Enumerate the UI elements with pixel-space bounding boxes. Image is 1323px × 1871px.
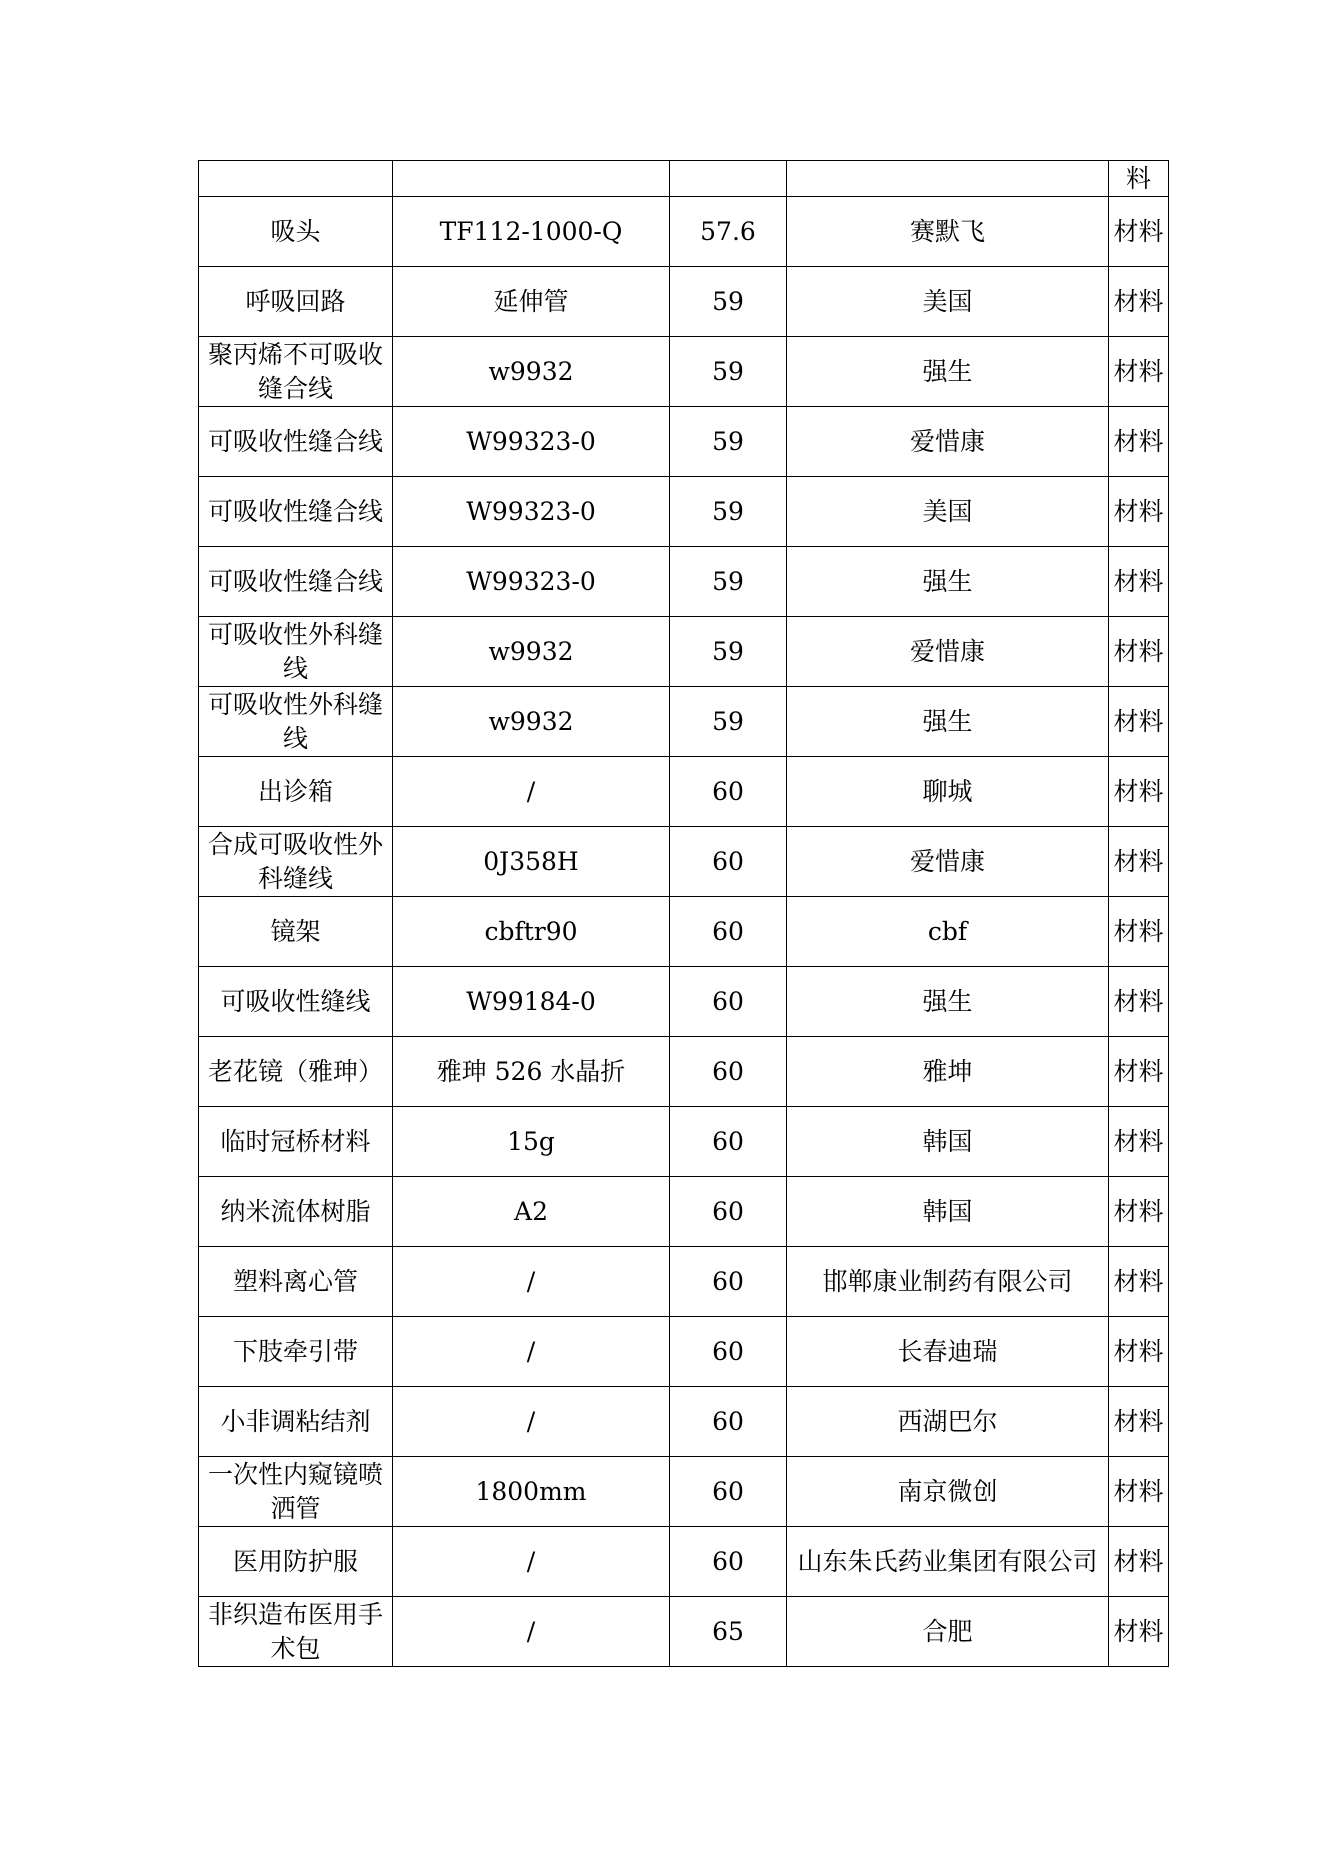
table-row — [199, 547, 1169, 617]
cell-origin — [787, 161, 1109, 197]
table-row — [199, 1527, 1169, 1597]
cell-category: 材料 — [1109, 1317, 1169, 1387]
cell-category: 材料 — [1109, 337, 1169, 407]
cell-category: 材料 — [1109, 1107, 1169, 1177]
table-row — [199, 1317, 1169, 1387]
cell-price: 60 — [670, 897, 787, 967]
cell-category: 材料 — [1109, 617, 1169, 687]
cell-name: 医用防护服 — [199, 1527, 393, 1597]
cell-name: 临时冠桥材料 — [199, 1107, 393, 1177]
table-row — [199, 1457, 1169, 1527]
cell-name: 纳米流体树脂 — [199, 1177, 393, 1247]
cell-category: 材料 — [1109, 407, 1169, 477]
cell-model: w9932 — [393, 617, 670, 687]
cell-price: 57.6 — [670, 197, 787, 267]
cell-price: 60 — [670, 1457, 787, 1527]
cell-category: 材料 — [1109, 967, 1169, 1037]
cell-origin: 爱惜康 — [787, 827, 1109, 897]
cell-origin: 南京微创 — [787, 1457, 1109, 1527]
cell-model: / — [393, 1597, 670, 1667]
cell-price: 60 — [670, 967, 787, 1037]
table-row — [199, 757, 1169, 827]
cell-category: 料 — [1109, 161, 1169, 197]
cell-category: 材料 — [1109, 897, 1169, 967]
table-row — [199, 267, 1169, 337]
table-row — [199, 687, 1169, 757]
cell-price: 59 — [670, 407, 787, 477]
cell-origin: 强生 — [787, 337, 1109, 407]
cell-name: 塑料离心管 — [199, 1247, 393, 1317]
cell-category: 材料 — [1109, 757, 1169, 827]
cell-origin: 赛默飞 — [787, 197, 1109, 267]
cell-model: 雅珅 526 水晶折 — [393, 1037, 670, 1107]
table-row — [199, 897, 1169, 967]
cell-name: 呼吸回路 — [199, 267, 393, 337]
table-row — [199, 161, 1169, 197]
cell-name: 可吸收性缝合线 — [199, 407, 393, 477]
cell-origin: 强生 — [787, 547, 1109, 617]
cell-origin: 山东朱氏药业集团有限公司 — [787, 1527, 1109, 1597]
cell-model: A2 — [393, 1177, 670, 1247]
cell-model: 1800mm — [393, 1457, 670, 1527]
cell-model: w9932 — [393, 687, 670, 757]
cell-category: 材料 — [1109, 1527, 1169, 1597]
cell-price: 65 — [670, 1597, 787, 1667]
cell-model: / — [393, 757, 670, 827]
cell-price: 60 — [670, 1177, 787, 1247]
cell-price: 60 — [670, 1317, 787, 1387]
table-row — [199, 617, 1169, 687]
cell-name: 下肢牵引带 — [199, 1317, 393, 1387]
cell-origin: cbf — [787, 897, 1109, 967]
cell-model: W99323-0 — [393, 477, 670, 547]
cell-model: 0J358H — [393, 827, 670, 897]
table-row — [199, 407, 1169, 477]
cell-category: 材料 — [1109, 1457, 1169, 1527]
cell-price: 60 — [670, 1037, 787, 1107]
cell-name: 小非调粘结剂 — [199, 1387, 393, 1457]
cell-origin: 西湖巴尔 — [787, 1387, 1109, 1457]
cell-price: 60 — [670, 827, 787, 897]
cell-model: W99323-0 — [393, 547, 670, 617]
cell-category: 材料 — [1109, 1037, 1169, 1107]
cell-name: 可吸收性缝合线 — [199, 477, 393, 547]
cell-name: 可吸收性外科缝线 — [199, 617, 393, 687]
cell-name: 可吸收性外科缝线 — [199, 687, 393, 757]
cell-category: 材料 — [1109, 267, 1169, 337]
cell-price: 59 — [670, 617, 787, 687]
materials-table-body — [199, 161, 1169, 1667]
cell-model: / — [393, 1247, 670, 1317]
cell-price: 59 — [670, 547, 787, 617]
cell-category: 材料 — [1109, 687, 1169, 757]
cell-origin: 美国 — [787, 267, 1109, 337]
table-row — [199, 197, 1169, 267]
cell-model: W99323-0 — [393, 407, 670, 477]
cell-name: 一次性内窥镜喷洒管 — [199, 1457, 393, 1527]
cell-origin: 聊城 — [787, 757, 1109, 827]
cell-price: 60 — [670, 1107, 787, 1177]
table-row — [199, 1107, 1169, 1177]
cell-model: / — [393, 1317, 670, 1387]
cell-origin: 强生 — [787, 967, 1109, 1037]
table-row — [199, 477, 1169, 547]
cell-origin: 合肥 — [787, 1597, 1109, 1667]
cell-model: 15g — [393, 1107, 670, 1177]
materials-table — [198, 160, 1169, 1667]
table-row — [199, 337, 1169, 407]
cell-origin: 韩国 — [787, 1107, 1109, 1177]
cell-price: 60 — [670, 1387, 787, 1457]
cell-price: 60 — [670, 757, 787, 827]
cell-price: 60 — [670, 1527, 787, 1597]
cell-category: 材料 — [1109, 477, 1169, 547]
table-row — [199, 1597, 1169, 1667]
cell-name: 出诊箱 — [199, 757, 393, 827]
table-row — [199, 827, 1169, 897]
cell-category: 材料 — [1109, 1177, 1169, 1247]
cell-origin: 美国 — [787, 477, 1109, 547]
cell-origin: 爱惜康 — [787, 407, 1109, 477]
cell-category: 材料 — [1109, 1387, 1169, 1457]
cell-model — [393, 161, 670, 197]
cell-category: 材料 — [1109, 827, 1169, 897]
cell-model: / — [393, 1387, 670, 1457]
cell-origin: 长春迪瑞 — [787, 1317, 1109, 1387]
cell-model: 延伸管 — [393, 267, 670, 337]
cell-origin: 强生 — [787, 687, 1109, 757]
cell-category: 材料 — [1109, 547, 1169, 617]
table-row — [199, 1247, 1169, 1317]
table-row — [199, 1387, 1169, 1457]
cell-name: 吸头 — [199, 197, 393, 267]
cell-price: 59 — [670, 687, 787, 757]
cell-price: 59 — [670, 477, 787, 547]
cell-category: 材料 — [1109, 1597, 1169, 1667]
cell-model: / — [393, 1527, 670, 1597]
cell-model: cbftr90 — [393, 897, 670, 967]
cell-model: TF112-1000-Q — [393, 197, 670, 267]
cell-model: W99184-0 — [393, 967, 670, 1037]
cell-category: 材料 — [1109, 197, 1169, 267]
cell-origin: 爱惜康 — [787, 617, 1109, 687]
cell-name: 可吸收性缝合线 — [199, 547, 393, 617]
cell-price: 59 — [670, 267, 787, 337]
cell-name: 非织造布医用手术包 — [199, 1597, 393, 1667]
cell-origin: 邯郸康业制药有限公司 — [787, 1247, 1109, 1317]
cell-price — [670, 161, 787, 197]
cell-name: 镜架 — [199, 897, 393, 967]
cell-origin: 雅坤 — [787, 1037, 1109, 1107]
cell-price: 60 — [670, 1247, 787, 1317]
table-row — [199, 967, 1169, 1037]
cell-origin: 韩国 — [787, 1177, 1109, 1247]
cell-name — [199, 161, 393, 197]
cell-name: 合成可吸收性外科缝线 — [199, 827, 393, 897]
cell-category: 材料 — [1109, 1247, 1169, 1317]
cell-name: 老花镜（雅珅） — [199, 1037, 393, 1107]
table-row — [199, 1177, 1169, 1247]
cell-name: 可吸收性缝线 — [199, 967, 393, 1037]
cell-price: 59 — [670, 337, 787, 407]
cell-name: 聚丙烯不可吸收缝合线 — [199, 337, 393, 407]
table-row — [199, 1037, 1169, 1107]
cell-model: w9932 — [393, 337, 670, 407]
